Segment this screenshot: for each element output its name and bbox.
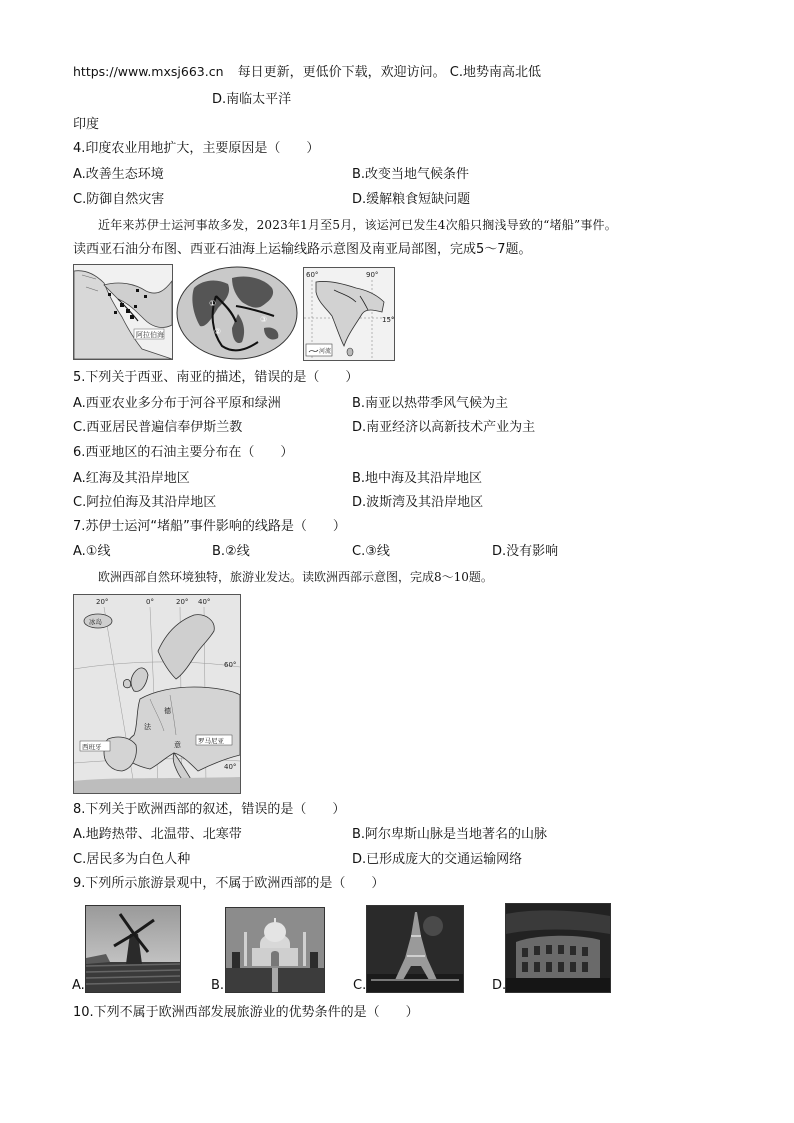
- q5-option-c[interactable]: C.西亚居民普遍信奉伊斯兰教: [73, 420, 243, 435]
- header-url[interactable]: https://www.mxsj663.cn: [73, 64, 224, 79]
- passage1-line2: 读西亚石油分布图、西亚石油海上运输线路示意图及南亚局部图，完成5～7题。: [73, 242, 532, 257]
- west-asia-oil-map-drawing: [74, 265, 172, 359]
- q9-option-a[interactable]: A.: [72, 978, 85, 993]
- route-3-label: ③: [260, 315, 268, 324]
- romania-label: 罗马尼亚: [198, 737, 224, 745]
- q9-option-c[interactable]: C.: [353, 978, 367, 993]
- q8-option-a[interactable]: A.地跨热带、北温带、北寒带: [73, 827, 242, 842]
- prev-topic: 印度: [73, 117, 100, 132]
- lon-20e-label: 20°: [176, 598, 189, 606]
- windmill-photo[interactable]: [85, 905, 181, 993]
- route-2-label: ②: [214, 327, 222, 336]
- taj-mahal-photo[interactable]: [225, 907, 325, 993]
- lon-90-label: 90°: [366, 271, 379, 279]
- q7-stem: 7.苏伊士运河“堵船”事件影响的线路是（ ）: [73, 519, 346, 534]
- q6-option-b[interactable]: B.地中海及其沿岸地区: [352, 471, 483, 486]
- q4-option-c[interactable]: C.防御自然灾害: [73, 192, 165, 207]
- q9-option-d[interactable]: D.: [492, 978, 507, 993]
- header-notice: 每日更新，更低价下载，欢迎访问。: [237, 65, 446, 80]
- italy-label: 意: [174, 741, 181, 749]
- south-asia-map: [303, 267, 395, 361]
- colosseum-photo-drawing: [506, 904, 610, 992]
- passage1-line1: 近年来苏伊士运河事故多发，2023年1月至5月，该运河已发生4次船只搁浅导致的“堵船”事件。: [98, 218, 617, 232]
- q6-stem: 6.西亚地区的石油主要分布在（ ）: [73, 445, 294, 460]
- windmill-photo-drawing: [86, 906, 180, 992]
- q5-option-a[interactable]: A.西亚农业多分布于河谷平原和绿洲: [73, 396, 281, 411]
- q4-option-a[interactable]: A.改善生态环境: [73, 167, 164, 182]
- q7-option-a[interactable]: A.①线: [73, 544, 111, 559]
- q9-option-b[interactable]: B.: [211, 978, 225, 993]
- eiffel-tower-photo-drawing: [367, 906, 463, 992]
- q7-option-d[interactable]: D.没有影响: [492, 544, 559, 559]
- lon-0-label: 0°: [146, 598, 154, 606]
- header-line: [73, 63, 541, 82]
- western-europe-map-drawing: [74, 595, 240, 793]
- header-trailing-option: C.地势南高北低: [449, 65, 542, 80]
- q5-stem: 5.下列关于西亚、南亚的描述，错误的是（ ）: [73, 370, 359, 385]
- sea-label: 阿拉伯海: [136, 331, 164, 339]
- lat-60-label: 60°: [224, 661, 237, 669]
- q4-option-d[interactable]: D.缓解粮食短缺问题: [352, 192, 471, 207]
- q8-option-c[interactable]: C.居民多为白色人种: [73, 852, 191, 867]
- lat-40-label: 40°: [224, 763, 237, 771]
- lon-40-label: 40°: [198, 598, 211, 606]
- q7-option-c[interactable]: C.③线: [352, 544, 390, 559]
- q6-option-a[interactable]: A.红海及其沿岸地区: [73, 471, 190, 486]
- lon-20w-label: 20°: [96, 598, 109, 606]
- taj-mahal-photo-drawing: [226, 908, 324, 992]
- colosseum-photo[interactable]: [505, 903, 611, 993]
- shipping-routes-map-drawing: [176, 266, 298, 360]
- lat-15-label: 15°: [382, 316, 394, 324]
- route-1-label: ①: [209, 299, 217, 308]
- western-europe-map: [73, 594, 241, 794]
- shipping-routes-map: [176, 266, 298, 360]
- q9-stem: 9.下列所示旅游景观中，不属于欧洲西部的是（ ）: [73, 876, 385, 891]
- q6-option-d[interactable]: D.波斯湾及其沿岸地区: [352, 495, 484, 510]
- spain-label: 西班牙: [82, 743, 102, 751]
- south-asia-map-drawing: [304, 268, 394, 360]
- q7-option-b[interactable]: B.②线: [212, 544, 250, 559]
- france-label: 法: [144, 723, 151, 731]
- q5-option-d[interactable]: D.南亚经济以高新技术产业为主: [352, 420, 536, 435]
- q6-option-c[interactable]: C.阿拉伯海及其沿岸地区: [73, 495, 217, 510]
- q4-option-b[interactable]: B.改变当地气候条件: [352, 167, 470, 182]
- prev-option-d: D.南临太平洋: [212, 92, 292, 107]
- legend-river-label: 河流: [319, 348, 332, 355]
- passage2-line1: 欧洲西部自然环境独特，旅游业发达。读欧洲西部示意图，完成8～10题。: [98, 570, 493, 584]
- q8-stem: 8.下列关于欧洲西部的叙述，错误的是（ ）: [73, 802, 346, 817]
- q8-option-d[interactable]: D.已形成庞大的交通运输网络: [352, 852, 523, 867]
- q8-option-b[interactable]: B.阿尔卑斯山脉是当地著名的山脉: [352, 827, 548, 842]
- west-asia-oil-map: [73, 264, 173, 360]
- lon-60-label: 60°: [306, 271, 319, 279]
- q10-stem: 10.下列不属于欧洲西部发展旅游业的优势条件的是（ ）: [73, 1005, 419, 1020]
- iceland-label: 冰岛: [89, 618, 102, 626]
- q5-option-b[interactable]: B.南亚以热带季风气候为主: [352, 396, 509, 411]
- germany-label: 德: [164, 707, 171, 715]
- eiffel-tower-photo[interactable]: [366, 905, 464, 993]
- q4-stem: 4.印度农业用地扩大，主要原因是（ ）: [73, 141, 320, 156]
